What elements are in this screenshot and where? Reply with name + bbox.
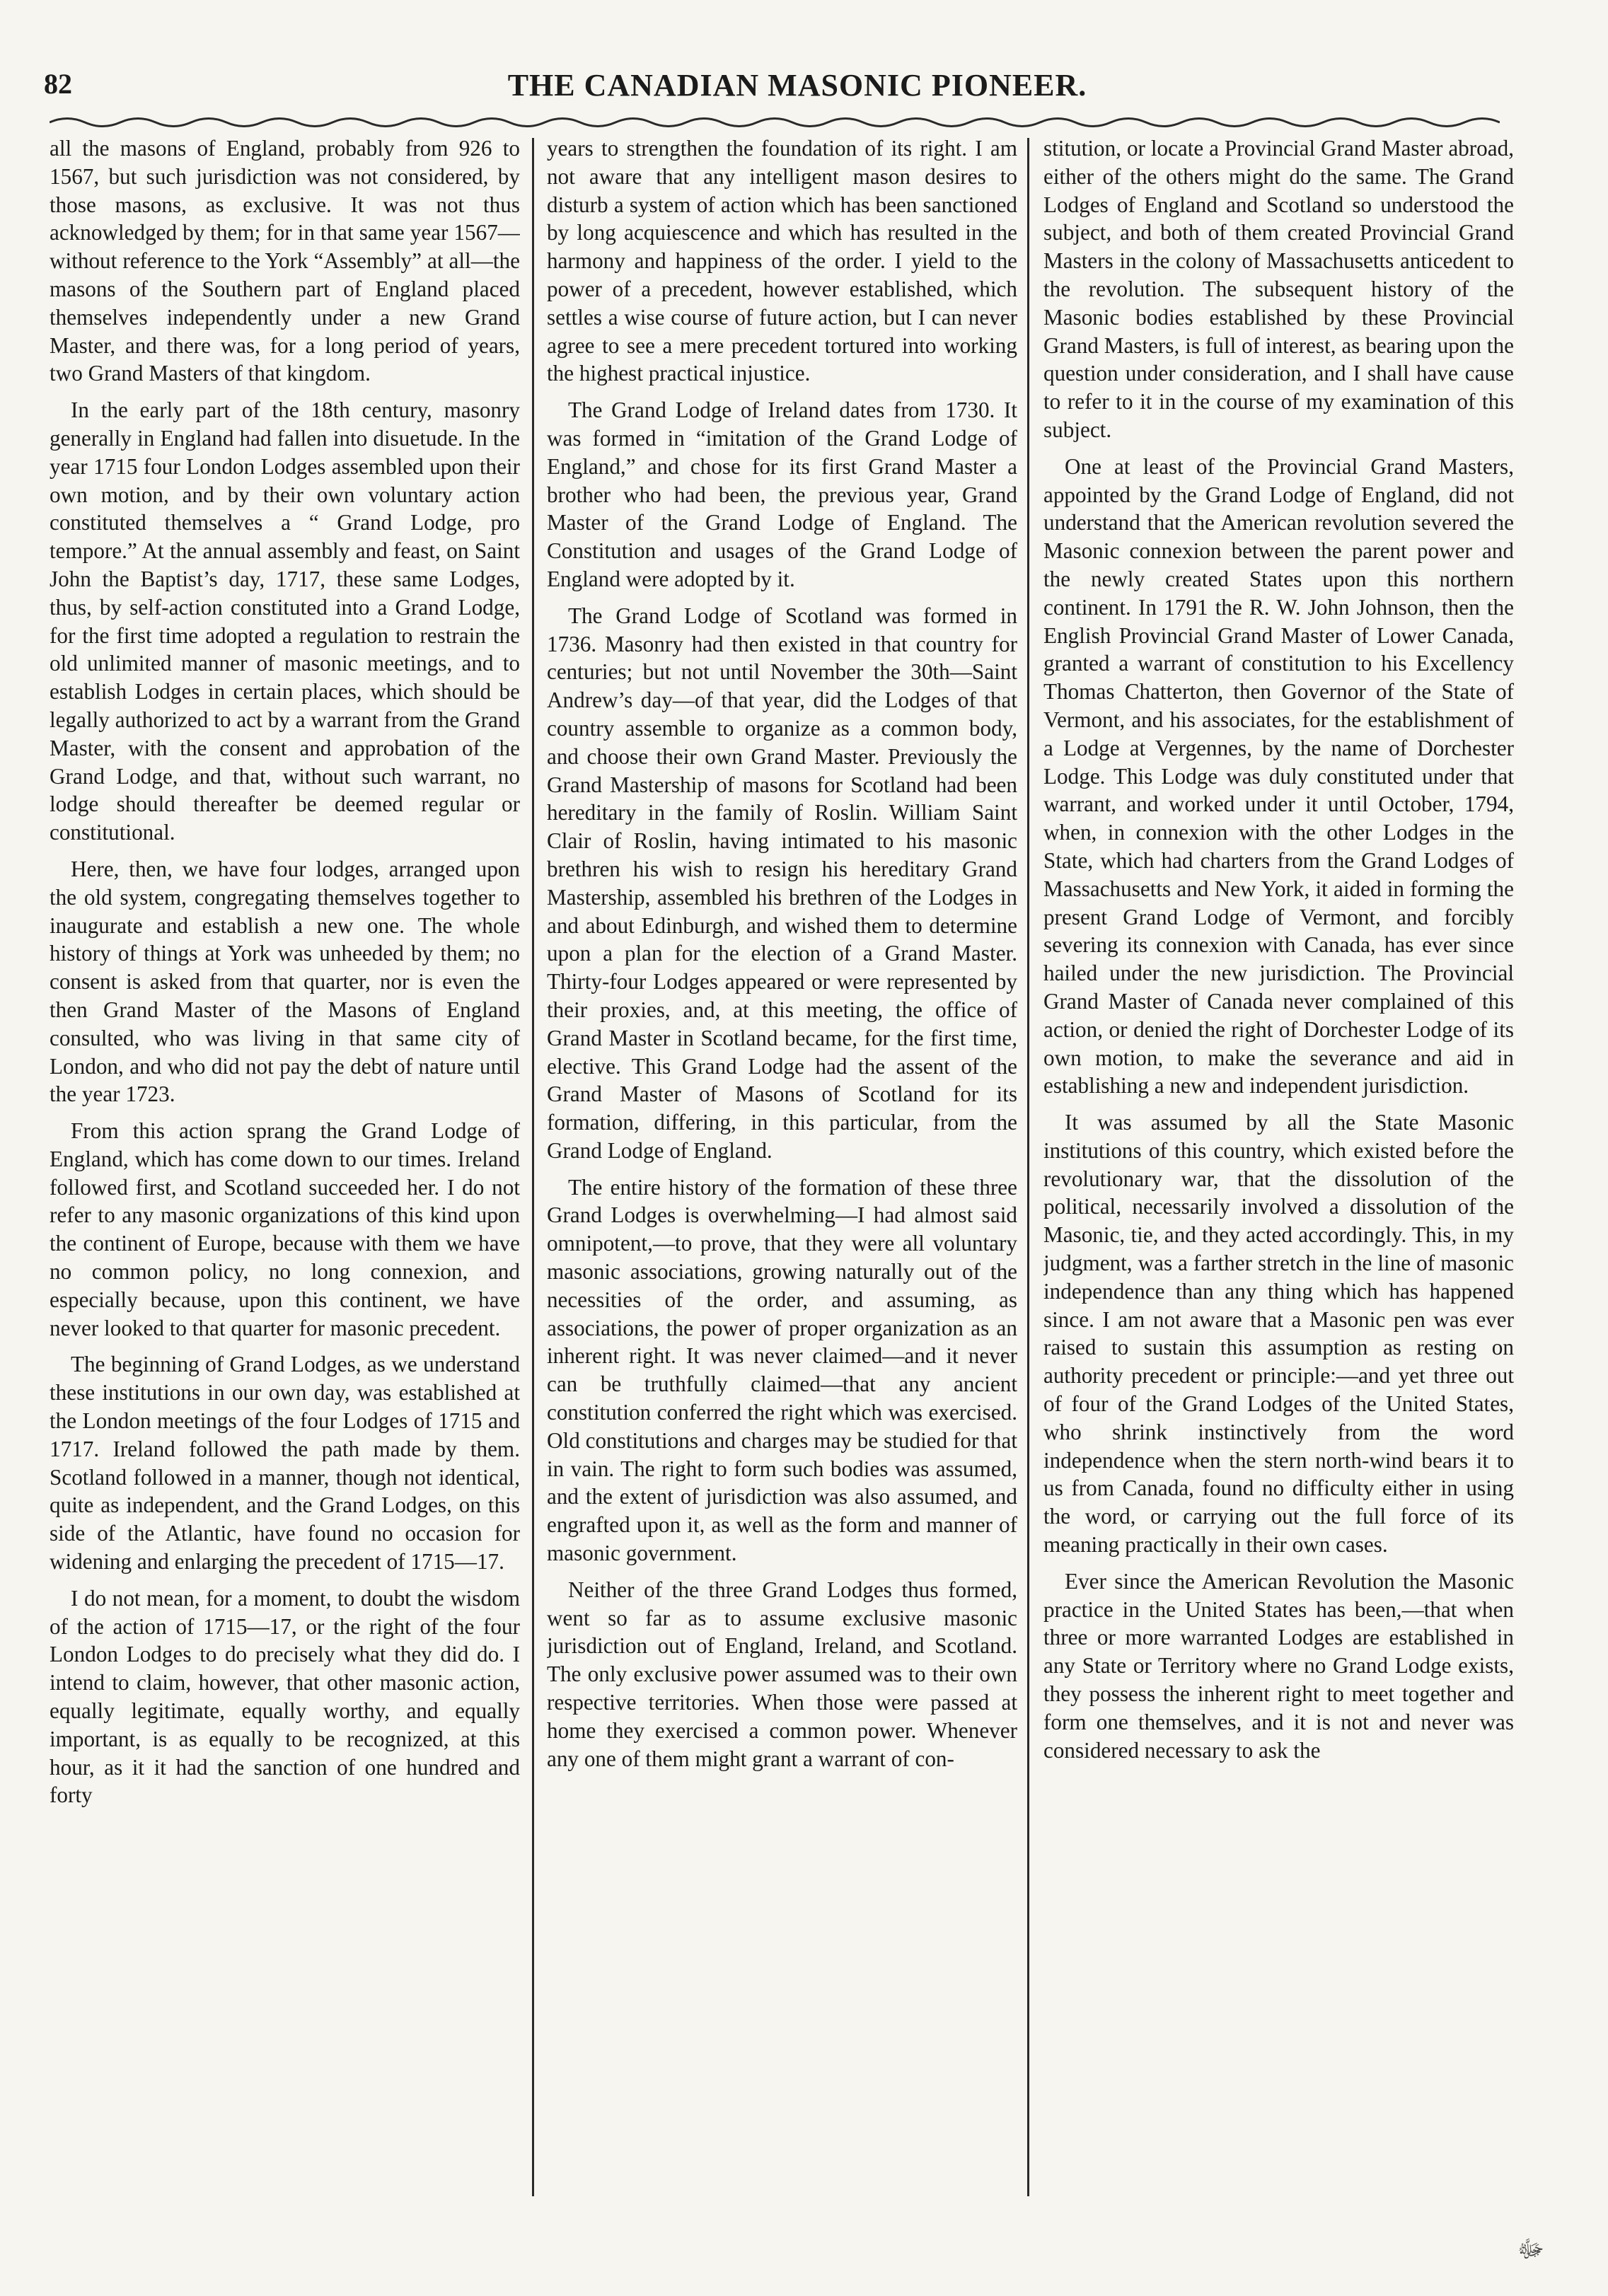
paragraph: The beginning of Grand Lodges, as we understand these institutions in our own day, was established at the London meetings of the four Lodges of 1715 and 1717. Ireland followed the path made by them. Scotland followed in a manner, though not identical, quite as independent, and the Grand Lodges, on this side of the Atlantic, have found no occasion for widening and enlarging the precedent of 1715—17. (50, 1352, 520, 1575)
paragraph: From this action sprang the Grand Lodge of England, which has come down to our times. Ireland followed first, and Scotland succeeded her. I do not refer to any masonic organizations of this kind upon the continent of Europe, because with them we have no common policy, no long connexion, and especially because, upon this continent, we have never looked to that quarter for masonic precedent. (50, 1118, 520, 1340)
paragraph: Neither of the three Grand Lodges thus formed, went so far as to assume exclusive masonic jurisdiction out of England, Ireland, and Scotland. The only exclusive power assumed was to their own respective territories. When those were passed at home they exercised a common power. Whenever any one of them might grant a warrant of con- (547, 1577, 1017, 1771)
paragraph: Here, then, we have four lodges, arranged upon the old system, congregating themselves together to inaugurate and establish a new one. The whole history of things at York was unheeded by them; no consent is asked from that quarter, nor is even the then Grand Master of the Masons of England consulted, who was living in that same city of London, and who did not pay the debt of nature until the year 1723. (50, 856, 520, 1107)
journal-title: THE CANADIAN MASONIC PIONEER. (507, 68, 1087, 103)
paragraph: The Grand Lodge of Ireland dates from 1730. It was formed in “imitation of the Grand Lodge of England,” and chose for its first Grand Master a brother who had been, the previous year, Grand Master of the Grand Lodge of England. The Constitution and usages of the Grand Lodge of England were adopted by it. (547, 398, 1017, 591)
paragraph: The entire history of the formation of these three Grand Lodges is overwhelming—I had almost said omnipotent,—to prove, that they were all voluntary masonic associations, growing naturally out of the necessities of the order, and assuming, as associations, the power of proper organization as an inherent right. It was never claimed—and it never can be truthfully claimed—that any ancient constitution conferred the right which was exercised. Old constitutions and charges may be studied for that in vain. The right to form such bodies was assumed, and the extent of jurisdiction was also assumed, and engrafted upon it, as well as the form and manner of masonic government. (547, 1174, 1017, 1566)
paragraph: years to strengthen the foundation of its right. I am not aware that any intelligent mason desires to disturb a system of action which has been sanctioned by long acquiescence and which has resulted in the harmony and happiness of the order. I yield to the power of a precedent, however established, which settles a wise course of future action, but I can never agree to see a mere precedent tortured into working the highest practical injustice. (547, 136, 1017, 386)
page-number: 82 (44, 68, 72, 100)
paragraph: I do not mean, for a moment, to doubt the wisdom of the action of 1715—17, or the right of the four London Lodges to do precisely what they did do. I intend to claim, however, that other masonic action, equally legitimate, equally worthy, and equally important, is as equally to be recognized, at this hour, as it it had the sanction of one hundred and forty (50, 1585, 520, 1808)
column-3 (1043, 134, 1514, 2200)
paragraph: stitution, or locate a Provincial Grand Master abroad, either of the others might do the same. The Grand Lodges of England and Scotland so understood the subject, and both of them created Provincial Grand Masters in the colony of Massachusetts anticedent to the revolution. The subsequent history of the Masonic bodies established by these Provincial Grand Masters, is full of interest, as bearing upon the question under consideration, and I shall have cause to refer to it in the course of my examination of this subject. (1043, 136, 1514, 442)
article-body (50, 134, 1514, 2200)
paragraph: Ever since the American Revolution the Masonic practice in the United States has been,—that when three or more warranted Lodges are established in any State or Territory where no Grand Lodge exists, they possess the inherent right to meet together and form one themselves, and it is not and never was considered necessary to ask the (1043, 1568, 1514, 1763)
paragraph: It was assumed by all the State Masonic institutions of this country, which existed before the revolutionary war, that the dissolution of the political, necessarily involved a dissolution of the Masonic, tie, and they acted accordingly. This, in my judgment, was a farther stretch in the line of masonic independence than any thing which has happened since. I am not aware that a Masonic pen was ever raised to sustain this assumption as resting on authority precedent or principle:—and yet three out of four of the Grand Lodges of the United States, who shrink instinctively from the word independence when the stern north-wind bears it to us from Canada, found no difficulty either in using the word, or carrying out the full force of its meaning practically in their own cases. (1043, 1110, 1514, 1558)
printer-mark: ﷻ (1517, 2237, 1544, 2263)
paragraph: In the early part of the 18th century, masonry generally in England had fallen into disuetude. In the year 1715 four London Lodges assembled upon their own motion, and by their own voluntary action constituted themselves a “ Grand Lodge, pro tempore.” At the annual assembly and feast, on Saint John the Baptist’s day, 1717, these same Lodges, thus, by self-action constituted into a Grand Lodge, for the first time adopted a regulation to restrain the old unlimited manner of masonic meetings, and to establish Lodges in certain places, which should be legally authorized to act by a warrant from the Grand Master, with the consent and approbation of the Grand Lodge, and that, without such warrant, no lodge should thereafter be deemed regular or constitutional. (50, 398, 520, 845)
page-header (44, 67, 1551, 117)
paragraph: all the masons of England, probably from 926 to 1567, but such jurisdiction was not considered, by those masons, as exclusive. It was not thus acknowledged by them; for in that same year 1567—without reference to the York “Assembly” at all—the masons of the Southern part of England placed themselves independently under a new Grand Master, and there was, for a long period of years, two Grand Masters of that kingdom. (50, 136, 520, 386)
paragraph: One at least of the Provincial Grand Masters, appointed by the Grand Lodge of England, did not understand that the American revolution severed the Masonic connexion between the parent power and the newly created States upon this northern continent. In 1791 the R. W. John Johnson, then the English Provincial Grand Master of Lower Canada, granted a warrant of constitution to his Excellency Thomas Chatterton, then Governor of the State of Vermont, and his associates, for the establishment of a Lodge at Vergennes, by the name of Dorchester Lodge. This Lodge was duly constituted under that warrant, and worked under it until October, 1794, when, in connexion with the other Lodges in the State, which had charters from the Grand Lodges of Massachusetts and New York, it aided in forming the present Grand Lodge of Vermont, and forcibly severing its connexion with Canada, has ever since hailed under the new jurisdiction. The Provincial Grand Master of Canada never complained of this action, or denied the right of Dorchester Lodge of its own motion, to make the severance and aid in establishing a new and independent jurisdiction. (1043, 453, 1514, 1098)
column-1 (50, 134, 520, 2200)
paragraph: The Grand Lodge of Scotland was formed in 1736. Masonry had then existed in that country for centuries; but not until November the 30th—Saint Andrew’s day—of that year, did the Lodges of that country assemble to organize as a common body, and choose their own Grand Master. Previously the Grand Mastership of masons for Scotland had been hereditary in the family of Roslin. William Saint Clair of Roslin, having intimated to his masonic brethren his wish to resign his hereditary Grand Mastership, assembled his brethren of the Lodges in and about Edinburgh, and wished them to determine upon a plan for the election of a Grand Master. Thirty-four Lodges appeared or were represented by their proxies, and, at this meeting, the office of Grand Master in Scotland became, for the first time, elective. This Grand Lodge had the assent of the Grand Master of Masons of Scotland for its formation, differing, in this particular, from the Grand Lodge of England. (547, 603, 1017, 1163)
wavy-rule (50, 115, 1500, 130)
column-2 (547, 134, 1017, 2200)
